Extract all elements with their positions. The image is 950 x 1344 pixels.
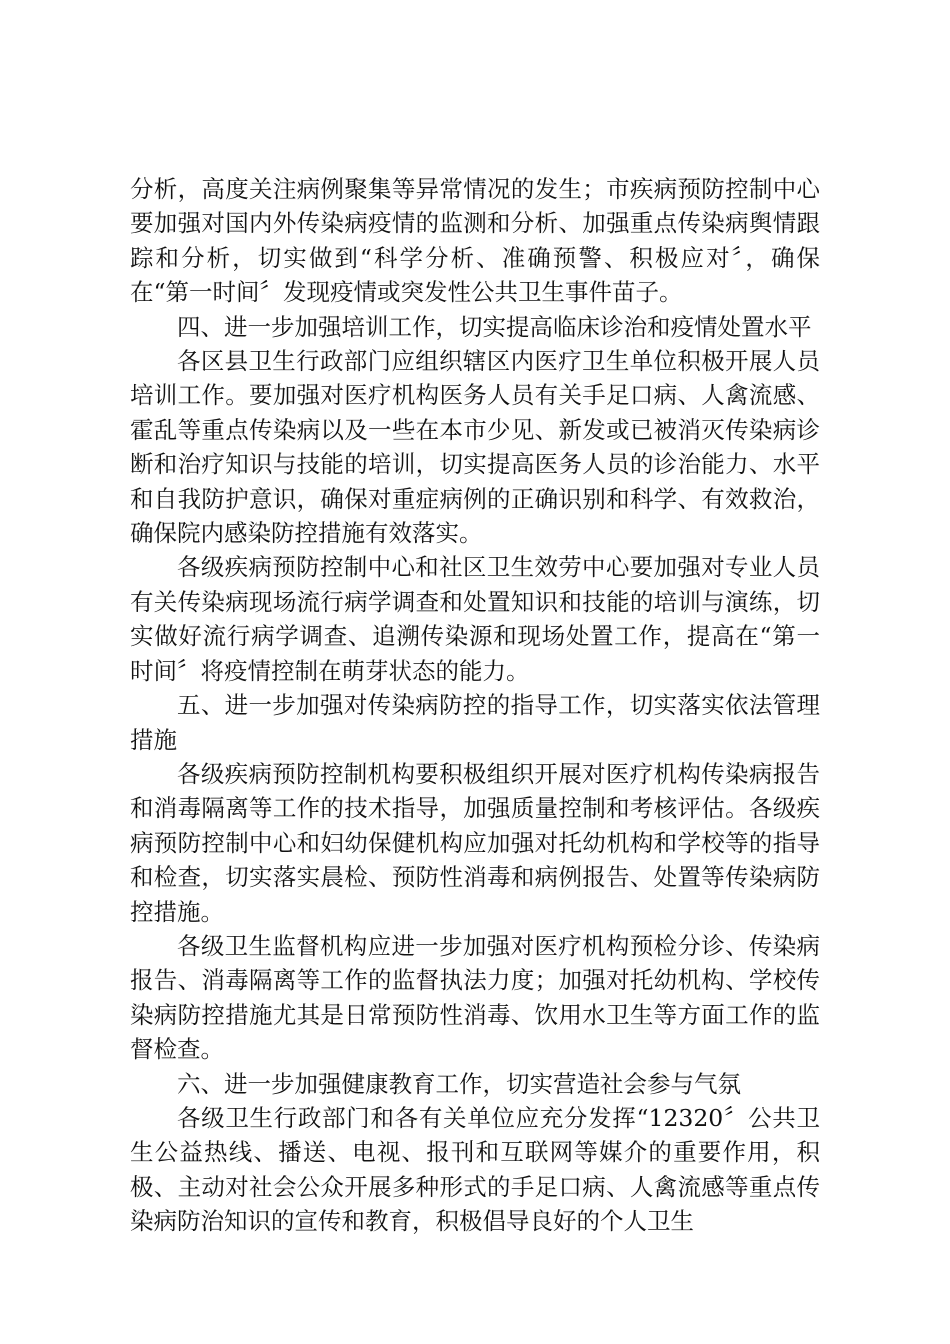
paragraph: 各区县卫生行政部门应组织辖区内医疗卫生单位积极开展人员培训工作。要加强对医疗机构医务人员有关手足口病、人禽流感、霍乱等重点传染病以及一些在本市少见、新发或已被消灭传染病诊断和治疗知识与技能的培训，切实提高医务人员的诊治能力、水平和自我防护意识，确保对重症病例的正确识别和科学、有效救治，确保院内感染防控措施有效落实。: [130, 347, 820, 548]
section-heading-5: 五、进一步加强对传染病防控的指导工作，切实落实依法管理措施: [130, 691, 820, 754]
paragraph: 各级疾病预防控制机构要积极组织开展对医疗机构传染病报告和消毒隔离等工作的技术指导，加强质量控制和考核评估。各级疾病预防控制中心和妇幼保健机构应加强对托幼机构和学校等的指导和检查，切实落实晨检、预防性消毒和病例报告、处置等传染病防控措施。: [130, 759, 820, 926]
section-heading-6: 六、进一步加强健康教育工作，切实营造社会参与气氛: [177, 1069, 741, 1098]
paragraph: 各级卫生行政部门和各有关单位应充分发挥“12320〞公共卫生公益热线、播送、电视、报刊和互联网等媒介的重要作用，积极、主动对社会公众开展多种形式的手足口病、人禽流感等重点传染病防治知识的宣传和教育，积极倡导良好的个人卫生: [130, 1103, 820, 1236]
document-page: [130, 172, 820, 1239]
section-heading-4: 四、进一步加强培训工作，切实提高临床诊治和疫情处置水平: [177, 312, 812, 341]
paragraph-continuation: 分析，高度关注病例聚集等异常情况的发生；市疾病预防控制中心要加强对国内外传染病疫情的监测和分析、加强重点传染病舆情跟踪和分析，切实做到“科学分析、准确预警、积极应对〞，确保在“第一时间〞发现疫情或突发性公共卫生事件苗子。: [130, 175, 820, 307]
paragraph: 各级卫生监督机构应进一步加强对医疗机构预检分诊、传染病报告、消毒隔离等工作的监督执法力度；加强对托幼机构、学校传染病防控措施尤其是日常预防性消毒、饮用水卫生等方面工作的监督检查。: [130, 931, 820, 1064]
paragraph: 各级疾病预防控制中心和社区卫生效劳中心要加强对专业人员有关传染病现场流行病学调查和处置知识和技能的培训与演练，切实做好流行病学调查、追溯传染源和现场处置工作，提高在“第一时间〞将疫情控制在萌芽状态的能力。: [130, 553, 820, 685]
